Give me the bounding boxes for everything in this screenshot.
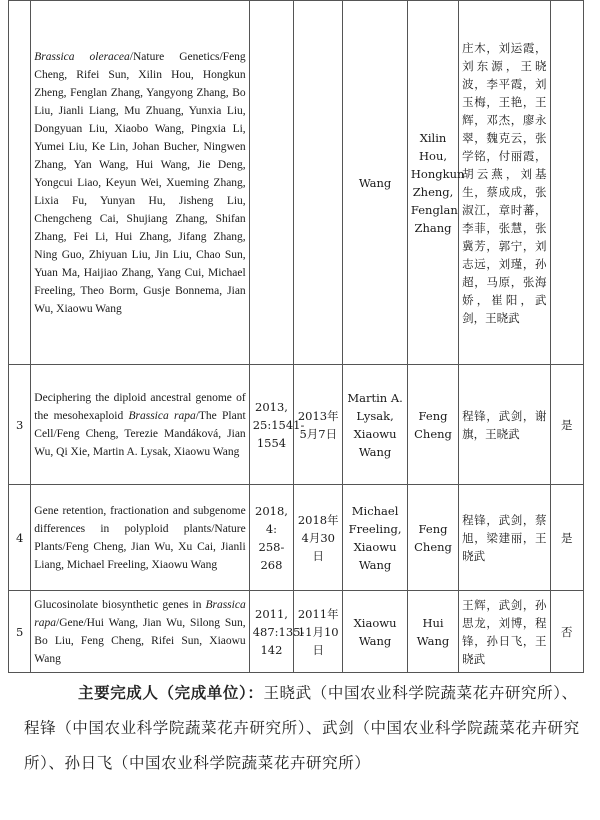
- paper-title: [31, 365, 249, 485]
- row-number: 3: [9, 365, 31, 485]
- table-row: [9, 485, 584, 591]
- publish-date: 2011年11月10日: [294, 591, 343, 673]
- publish-date: 2018年4月30日: [294, 485, 343, 591]
- species-name: Brassica rapa: [128, 409, 196, 422]
- title-pre: Glucosinolate biosynthetic genes in: [34, 598, 206, 611]
- title-pre: Deciphering the diploid ancestral genome of the mesohexaploid: [34, 391, 246, 422]
- flag-cell: [550, 1, 583, 365]
- volume-pages: [249, 1, 294, 365]
- table-row: [9, 1, 584, 365]
- volume-pages: 2011, 487:135-142: [249, 591, 294, 673]
- domestic-authors: 庄木，刘运霞，刘东源，王晓波，李平霞，刘玉梅，王艳，王辉，邓杰，廖永翠，魏克云，张学铭，付丽霞，胡云燕，刘基生，蔡成成，张淑江，章时蕃，李菲，张慧，张冀芳，郭宁，刘志远，刘瑾，孙超，马原，张海娇，崔阳，武剑，王晓武: [459, 1, 550, 365]
- species-name: Brassica oleracea: [34, 50, 130, 63]
- corresponding-author: Martin A. Lysak, Xiaowu Wang: [343, 365, 408, 485]
- corresponding-author: Xiaowu Wang: [343, 591, 408, 673]
- domestic-authors: 程锋，武剑，谢旗，王晓武: [459, 365, 550, 485]
- publish-date: [294, 1, 343, 365]
- row-number: 4: [9, 485, 31, 591]
- corresponding-author: Michael Freeling, Xiaowu Wang: [343, 485, 408, 591]
- domestic-authors: 王辉，武剑，孙思龙，刘博，程锋，孙日飞，王晓武: [459, 591, 550, 673]
- main-contributors-paragraph: [24, 676, 584, 781]
- flag-cell: 否: [550, 591, 583, 673]
- publish-date: 2013年5月7日: [294, 365, 343, 485]
- row-number: 5: [9, 591, 31, 673]
- title-rest: /Nature Genetics/Feng Cheng, Rifei Sun, Xilin Hou, Hongkun Zheng, Fenglan Zhang, Yangyong Zhang, Bo Liu, Jianli Liang, Mu Zhuang, Yunxia Liu, Dongyuan Liu, Xiaobo Wang, Pingxia Li, Yumei Liu, Ke Lin, Johan Bucher, Ningwen Zhang, Yan Wang, Hui Wang, Jie Deng, Yongcui Liao, Keyun Wei, Xueming Zhang, Lixia Fu, Yunyan Hu, Jisheng Liu, Chengcheng Cai, Shujiang Zhang, Shifan Zhang, Fei Li, Hui Zhang, Jifang Zhang, Ning Guo, Zhiyuan Liu, Jin Liu, Chao Sun, Yuan Ma, Haijiao Zhang, Yang Cui, Michael Freeling, Theo Borm, Gusje Bonnema, Jian Wu, Xiaowu Wang: [34, 50, 246, 315]
- row-number: [9, 1, 31, 365]
- volume-pages: 2018, 4: 258-268: [249, 485, 294, 591]
- flag-cell: 是: [550, 485, 583, 591]
- title-rest: /Gene/Hui Wang, Jian Wu, Silong Sun, Bo Liu, Feng Cheng, Rifei Sun, Xiaowu Wang: [34, 616, 246, 665]
- table-row: [9, 365, 584, 485]
- table-row: [9, 591, 584, 673]
- contributors-heading: 主要完成人（完成单位）：: [78, 684, 264, 702]
- papers-table: [8, 0, 584, 673]
- first-author: Xilin Hou, Hongkun Zheng, Fenglan Zhang: [407, 1, 458, 365]
- title-rest: /The Plant Cell/Feng Cheng, Terezie Mandáková, Jian Wu, Qi Xie, Martin A. Lysak, Xiaowu Wang: [34, 409, 246, 458]
- volume-pages: 2013, 25:1541-1554: [249, 365, 294, 485]
- flag-cell: 是: [550, 365, 583, 485]
- first-author: Hui Wang: [407, 591, 458, 673]
- first-author: Feng Cheng: [407, 485, 458, 591]
- species-name: Brassica rapa: [34, 598, 246, 629]
- contributors-text: 王晓武（中国农业科学院蔬菜花卉研究所）、程锋（中国农业科学院蔬菜花卉研究所）、武剑（中国农业科学院蔬菜花卉研究所）、孙日飞（中国农业科学院蔬菜花卉研究所）: [24, 684, 580, 772]
- first-author: Feng Cheng: [407, 365, 458, 485]
- corresponding-author: Wang: [343, 1, 408, 365]
- domestic-authors: 程锋，武剑，蔡旭，梁建丽，王晓武: [459, 485, 550, 591]
- paper-title: Gene retention, fractionation and subgenome differences in polyploid plants/Nature Plants/Feng Cheng, Jian Wu, Xu Cai, Jianli Liang, Michael Freeling, Xiaowu Wang: [31, 485, 249, 591]
- paper-title: [31, 1, 249, 365]
- paper-title: [31, 591, 249, 673]
